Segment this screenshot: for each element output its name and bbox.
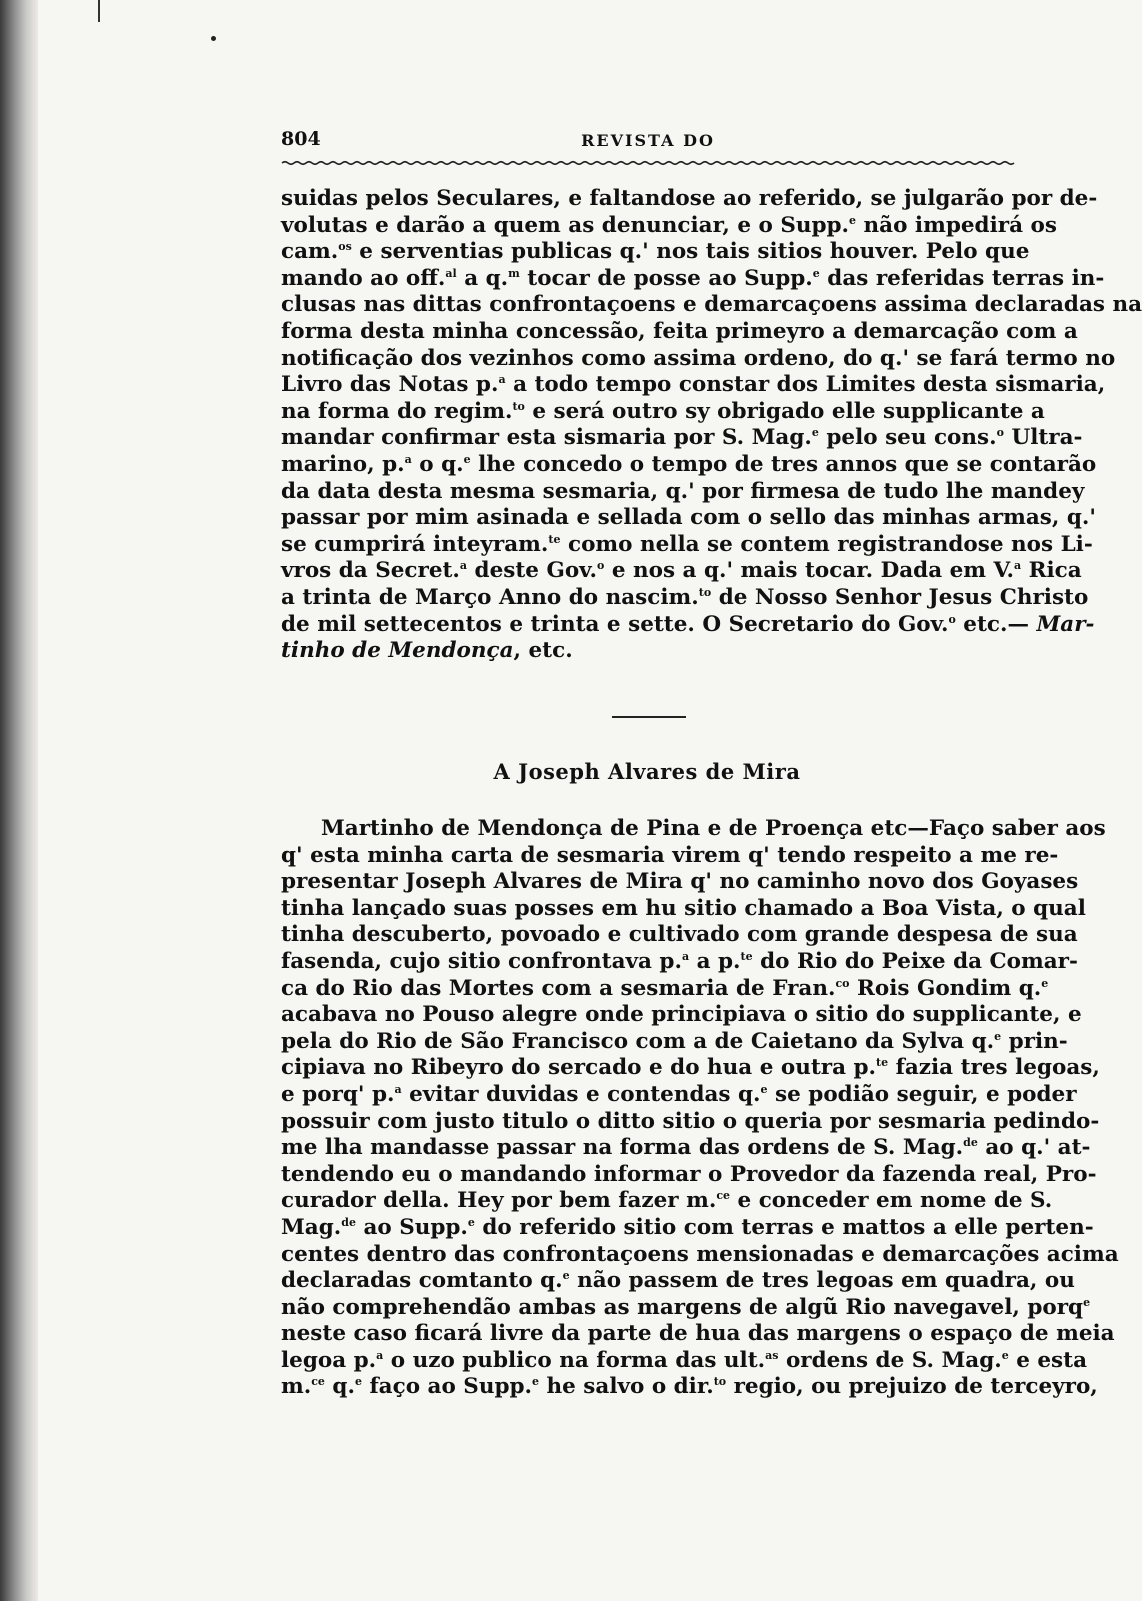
continued-paragraph-line: clusas nas dittas confrontaçoens e demarcaçoens assima declaradas na [281, 292, 1142, 318]
continued-paragraph-line: se cumprirá inteyram.$^{te}$ como nella se contem registrandose nos Li- [281, 531, 1093, 557]
sesmaria-paragraph-line: Mag.$^{de}$ ao Supp.$^e$ do referido sitio com terras e mattos a elle perten- [281, 1214, 1094, 1240]
ink-speck [211, 36, 216, 41]
continued-paragraph-line: Livro das Notas p.$^a$ a todo tempo constar dos Limites desta sismaria, [281, 372, 1106, 398]
sesmaria-paragraph-line: pela do Rio de São Francisco com a de Caietano da Sylva q.$^e$ prin- [281, 1028, 1068, 1054]
book-spine-shadow [0, 0, 38, 1601]
sesmaria-paragraph-line: neste caso ficará livre da parte de hua das margens o espaço de meia [281, 1321, 1115, 1347]
continued-paragraph-line: vros da Secret.$^a$ deste Gov.$^o$ e nos a q.' mais tocar. Dada em V.$^a$ Rica [281, 558, 1082, 584]
continued-paragraph-line: passar por mim asinada e sellada com o sello das minhas armas, q.' [281, 505, 1096, 531]
sesmaria-paragraph-line: centes dentro das confrontaçoens mensionadas e demarcações acima [281, 1241, 1119, 1267]
page-number: 804 [281, 128, 321, 150]
continued-paragraph-line: mando ao off.$^{al}$ a q.$^m$ tocar de posse ao Supp.$^e$ das referidas terras in- [281, 265, 1105, 291]
margin-mark [98, 0, 100, 22]
sesmaria-paragraph-line: fasenda, cujo sitio confrontava p.$^a$ a p.$^{te}$ do Rio do Peixe da Comar- [281, 948, 1078, 974]
sesmaria-paragraph-line: não comprehendão ambas as margens de algũ Rio navegavel, porq$^e$ [281, 1294, 1091, 1320]
sesmaria-paragraph-line: tendendo eu o mandando informar o Provedor da fazenda real, Pro- [281, 1161, 1097, 1187]
continued-paragraph-line: marino, p.$^a$ o q.$^e$ lhe concedo o tempo de tres annos que se contarão [281, 451, 1097, 477]
continued-paragraph-line: volutas e darão a quem as denunciar, e o Supp.$^e$ não impedirá os [281, 212, 1057, 238]
sesmaria-paragraph-line: declaradas comtanto q.$^e$ não passem de tres legoas em quadra, ou [281, 1268, 1075, 1294]
running-title: REVISTA DO [581, 131, 715, 150]
sesmaria-paragraph-line: q' esta minha carta de sesmaria virem q' tendo respeito a me re- [281, 842, 1059, 868]
continued-paragraph-line: cam.$^{os}$ e serventias publicas q.' nos tais sitios houver. Pelo que [281, 239, 1030, 265]
continued-paragraph [281, 186, 1142, 665]
continued-paragraph-line: de mil settecentos e trinta e sette. O Secretario do Gov.$^o$ etc.— Mar- [281, 611, 1095, 637]
sesmaria-paragraph-line: m.$^{ce}$ q.$^e$ faço ao Supp.$^e$ he salvo o dir.$^{to}$ regio, ou prejuizo de terceyro, [281, 1374, 1098, 1400]
sesmaria-paragraph-line: tinha descuberto, povoado e cultivado com grande despesa de sua [281, 922, 1078, 948]
sesmaria-paragraph-line: curador della. Hey por bem fazer m.$^{ce}$ e conceder em nome de S. [281, 1188, 1053, 1214]
sesmaria-paragraph-line: ca do Rio das Mortes com a sesmaria de Fran.$^{co}$ Rois Gondim q.$^e$ [281, 975, 1049, 1001]
sesmaria-paragraph-line: legoa p.$^a$ o uzo publico na forma das ult.$^{as}$ ordens de S. Mag.$^e$ e esta [281, 1347, 1088, 1373]
sesmaria-paragraph-line: presentar Joseph Alvares de Mira q' no caminho novo dos Goyases [281, 869, 1079, 895]
section-heading: A Joseph Alvares de Mira [493, 759, 801, 784]
sesmaria-paragraph-line: cipiava no Ribeyro do sercado e do hua e outra p.$^{te}$ fazia tres legoas, [281, 1055, 1100, 1081]
sesmaria-paragraph-line: tinha lançado suas posses em hu sitio chamado a Boa Vista, o qual [281, 895, 1086, 921]
continued-paragraph-line: suidas pelos Seculares, e faltandose ao referido, se julgarão por de- [281, 186, 1098, 211]
sesmaria-paragraph [281, 816, 1119, 1401]
header-rule [282, 160, 1014, 166]
continued-paragraph-line: forma desta minha concessão, feita primeyro a demarcação com a [281, 318, 1078, 344]
sesmaria-paragraph-line: possuir com justo titulo o ditto sitio o queria por sesmaria pedindo- [281, 1108, 1100, 1134]
continued-paragraph-line: mandar confirmar esta sismaria por S. Mag.$^e$ pelo seu cons.$^o$ Ultra- [281, 425, 1083, 451]
sesmaria-paragraph-line: acabava no Pouso alegre onde principiava o sitio do supplicante, e [281, 1002, 1082, 1028]
continued-paragraph-line: a trinta de Março Anno do nascim.$^{to}$ de Nosso Senhor Jesus Christo [281, 584, 1089, 610]
sesmaria-paragraph-line: e porq' p.$^a$ evitar duvidas e contendas q.$^e$ se podião seguir, e poder [281, 1081, 1077, 1107]
continued-paragraph-line: da data desta mesma sesmaria, q.' por firmesa de tudo lhe mandey [281, 478, 1085, 504]
continued-paragraph-line: notificação dos vezinhos como assima ordeno, do q.' se fará termo no [281, 345, 1116, 371]
sesmaria-paragraph-line: Martinho de Mendonça de Pina e de Proença etc—Faço saber aos [321, 816, 1106, 841]
continued-paragraph-line: tinho de Mendonça, etc. [281, 638, 573, 664]
section-separator [612, 716, 686, 718]
continued-paragraph-line: na forma do regim.$^{to}$ e será outro sy obrigado elle supplicante a [281, 398, 1045, 424]
sesmaria-paragraph-line: me lha mandasse passar na forma das ordens de S. Mag.$^{de}$ ao q.' at- [281, 1135, 1091, 1161]
